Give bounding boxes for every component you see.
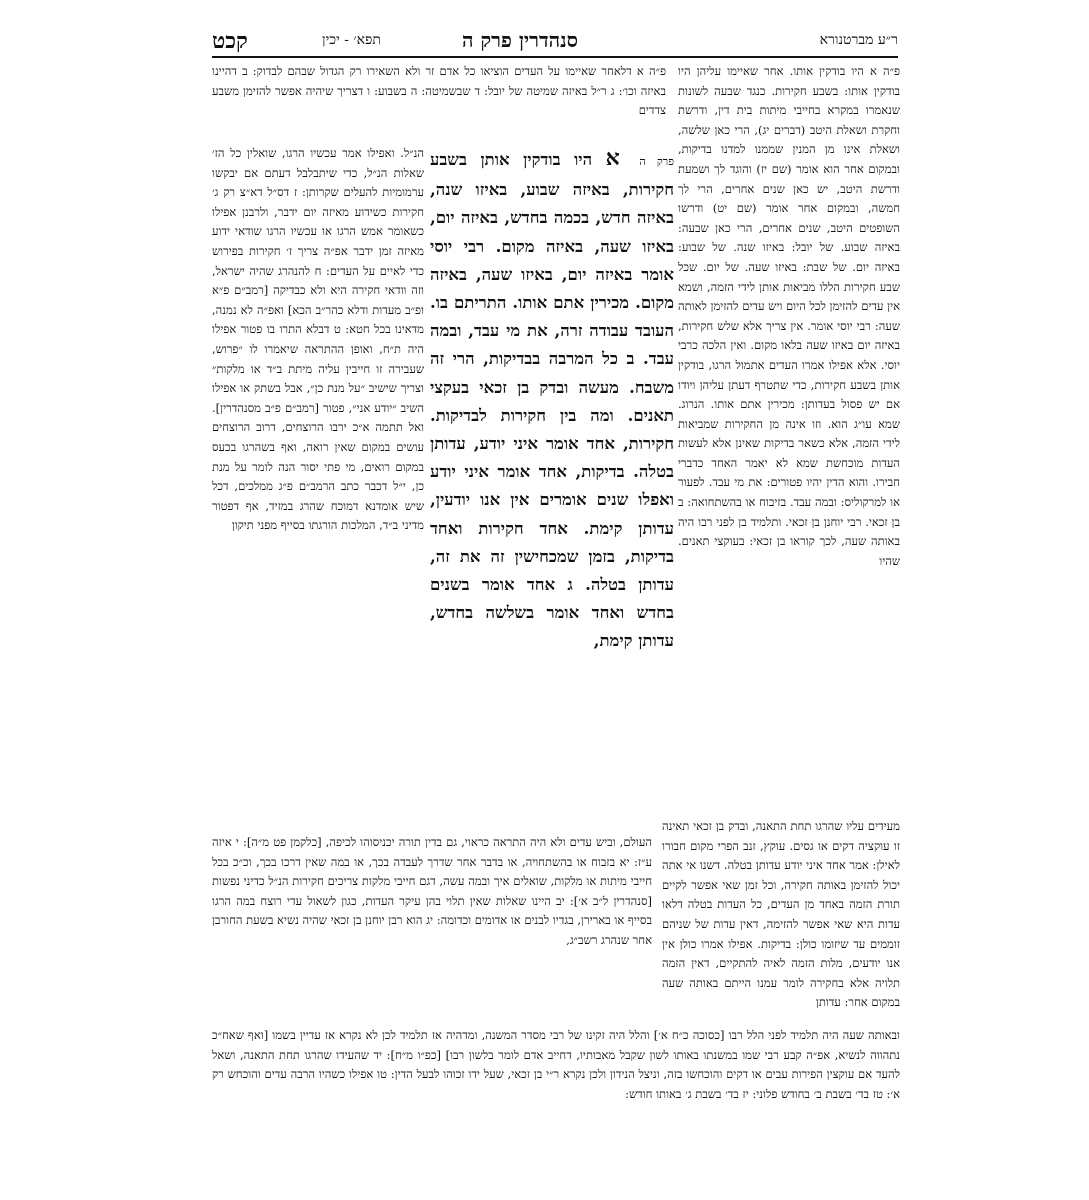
header-rule [212,56,898,58]
bartenura-text: פ״ה א היו בודקין אותו. אחר שאיימו עליהן היו בודקין אותו: בשבע חקירות. כנגד שבעה לשונות שנאמרו במקרא בחייבי מיתות בית דין, ודרשת וחקרת ושאלת היטב (דברים יג), הרי כאן שלשה, ושאלת אינו מן המנין שממנו למדנו בדיקות, ובמקום אחר הוא אומר (שם יז) והוגד לך ושמעת ודרשת היטב, יש כאן שנים אחרים, הרי לך חמשה, ובמקום אחר אומר (שם יט) ודרשו השופטים היטב, שנים אחרים, הרי כאן שבעה: באיזה שבוע. של יובל: באיזו שנה. של שבוע: באיזה יום. של שבת: באיזו שעה. של יום. שכל שבע חקירות הללו מביאות אותן לידי הזמה, ושמא אין עדים להזימן לכל היום ויש עדים להזימן לאותה שעה: רבי יוסי אומר. אין צריך אלא שלש חקירות, באיזה יום באיזו שעה בלאו מקום. ואין הלכה כרבי יוסי. אלא אפילו אמרו העדים אתמול הרגו, בודקין אותן בשבע חקירות, כדי שתטרף דעתן עליהן ויודו אם יש פסול בעדותן: מכירין אתם אותו. הנרוג. שמא עו״ג הוא. וזו אינה מן החקירות שמביאות לידי הזמה, אלא כשאר בדיקות שאינן אלא לעשות העדות מוכחשת שמא לא יאמר האחד כדברי חבירו. והוא הדין יהיו פטורים: את מי עבד. לפעור או למרקוליס: ובמה עבד. בזיבוח או בהשתחואה: ב בן זכאי. רבי יוחנן בן זכאי. ותלמיד בן לפני רבו היה באותה שעה, לכך קוראו בן זכאי: בעוקצי תאנים. שהיו [678,64,900,568]
bartenura-cont-text: מעידים עליו שהרגו תחת התאנה, ובדק בן זכאי תאינה זו עוקציה דקים או גסים. עוקץ, זנב הפרי מקום חבורו לאילן: אמר אחד איני יודע עדותן בטלה. דשנו אי אתה יכול להזימן באותה חקירה, וכל זמן שאי אפשר לקיים תורת הזמה באחד מן העדים, כל העדות בטלה דלאו עדות היא שאי אפשר להזימה, דאין עדות של שניהם זוממים עד שיזומו כולן: בדיקות. אפילו אמרו כולן אין אנו יודעים, מלות הזמה לאיה להתקיים, דאין הזמה תלויה אלא בחקירה לומר עמנו הייתם באותה שעה במקום אחר: עדותן [662,819,900,1010]
bartenura-commentary [678,62,900,571]
mishna-text-block [430,144,674,656]
tiferes-lower-text: העולם, וביש עדים ולא היה התראה כראוי, גם בדין תורה יכניסוהו לכיפה, [כלקמן פט מ״ה]: י איזה ע״ז: יא בזבוח או בהשתחויה, או בדבר אחר שדרך לעבדה בכך, או במה שאין דרכו בכך, וכ״כ בכל חייבי מיתות או מלקות, שואלים איך ובמה עשה, דגם חייבי מלקות צריכים חקירות הנ״ל כדיני נפשות [סנהדרין ל״ב א׳]: יב היינו שאלות שאין תלוי בהן עיקר העדות, כגון לשאול עדי רוצח במה הרגו בסייף או בארירן, בגדיו לבנים או אדומים וכדומה: יג הוא רבן יוחנן בן זכאי שהיה נשיא בשעת החורבן אחר שנהרג רשב״ג, [212,835,652,947]
tractate-reference: תפא׳ - יכין [322,32,381,48]
bartenura-continuation [662,817,900,1013]
tiferes-commentary-lower [212,833,652,951]
page-header [212,28,898,52]
tiferes-top-text: פ״ה א דלאחר שאיימו על העדים הוציאו כל אדם זר ולא השאירו רק הגדול שבהם לבדוק: ב דהיינו באיזה וכו׳: ג ר״ל באיזה שמיטה של יובל: ד שבשמיטה: ה בשבוע: ו דצריך שיהיה אפשר להזימן משבע צדדים [212,64,666,118]
commentary-name: ר״ע מברטנורא [819,32,898,48]
mishna-chapter-heading: פרק ה [639,155,674,168]
chapter-title: סנהדרין פרק ה [462,28,579,52]
tiferes-commentary-bottom [212,1026,900,1104]
tiferes-bottom-text: ובאותה שעה היה תלמיד לפני הלל רבו [כסוכה כ״ח א׳] והלל היה זקינו של רבי מסדר המשנה, ומדהיה אז תלמיד לכן לא נקרא אז עדיין בשמו [ואף שאח״כ נתהווה לנשיא, אפ״ה קבע רבי שמו במשנתו באותו לשון שקבל מאבותיו, דחייב אדם לומר בלשון רבו] [כפ״ו מ״ח]: יד שהעידו שהרגו תחת התאנה, ושאל להעד אם עוקצין הפירות עבים או דקים והוכחשו בזה, וניצל הנידון ולכן נקרא ר״י בן זכאי, שעל ידו זכוהו לבעל הדין: טו אפילו כשהיו הרבה עדים והוכחש רק א׳: טז בד׳ בשבת ב׳ בחודש פלוני: יז בד׳ בשבת ג׳ באותו חודש: [212,1028,900,1101]
tiferes-commentary-left [212,144,424,536]
mishna-letter: א [605,145,620,171]
tiferes-left-text: הנ״ל. ואפילו אמר עכשיו הרגו, שואלין כל הז׳ שאלות הנ״ל, כדי שיתבלבל דעתם אם יבקשו ערמומיות להעלים שקרותן: ז דס״ל דא״צ רק ג׳ חקירות כשידוע מאיזה יום ידבר, ולרבנן אפילו כשאומר אמש הרגו או עכשיו הרגו שודאי ידוע מאיזה זמן ידבר אפ״ה צריך ז׳ חקירות בפירוש כדי לאיים על העדים: ח להנהרג שהיה ישראל, וזה וודאי חקירה היא ולא כבדיקה [רמב״ם פ״א ופ״ב מעדות ודלא כהר״ב הכא] ואפ״ה לא נמנה, מדאינו בכל חטא: ט דבלא התרו בו פטור אפילו היה ת״ח, ואופן ההתראה שיאמרו לו ״פרוש, שעבירה זו חייבין עליה מיתת ב״ד או מלקות״ וצריך שישיב ״על מנת כן״, אבל בשתק או אפילו השיב ״יודע אני״, פטור [רמב״ם פ״ב מסנהדרין]. ואל תתמה א״כ ירבו הרוצחים, דרוב הרוצחים עושים במקום שאין רואה, ואף בשהרגו בכעס במקום רואים, מי פתי יסור הנה לומר על מנת כן, י״ל דכבר כתב הרמב״ם פ״ג ממלכים, דכל שיש אומדנא דמוכח שהרג במזיד, אף דפטור מדיני ב״ד, המלכות הורגתו בסייף מפני תיקון [212,146,424,533]
tiferes-commentary-top [212,62,666,121]
page-number: קכט [212,28,248,54]
mishna-body: היו בודקין אותן בשבע חקירות, באיזה שבוע, באיזו שנה, באיזה חדש, בכמה בחדש, באיזה יום, באיזו שעה, באיזה מקום. רבי יוסי אומר באיזה יום, באיזו שעה, באיזה מקום. מכירין אתם אותו. התריתם בו. העובד עבודה זרה, את מי עבד, ובמה עבד. ב כל המרבה בבדיקות, הרי זה משבח. מעשה ובדק בן זכאי בעקצי תאנים. ומה בין חקירות לבדיקות. חקירות, אחד אומר איני יודע, עדותן בטלה. בדיקות, אחד אומר איני יודע ואפלו שנים אומרים אין אנו יודעין, עדותן קימת. אחד חקירות ואחד בדיקות, בזמן שמכחישין זה את זה, עדותן בטלה. ג אחד אומר בשנים בחדש ואחד אומר בשלשה בחדש, עדותן קימת, [430,150,674,651]
